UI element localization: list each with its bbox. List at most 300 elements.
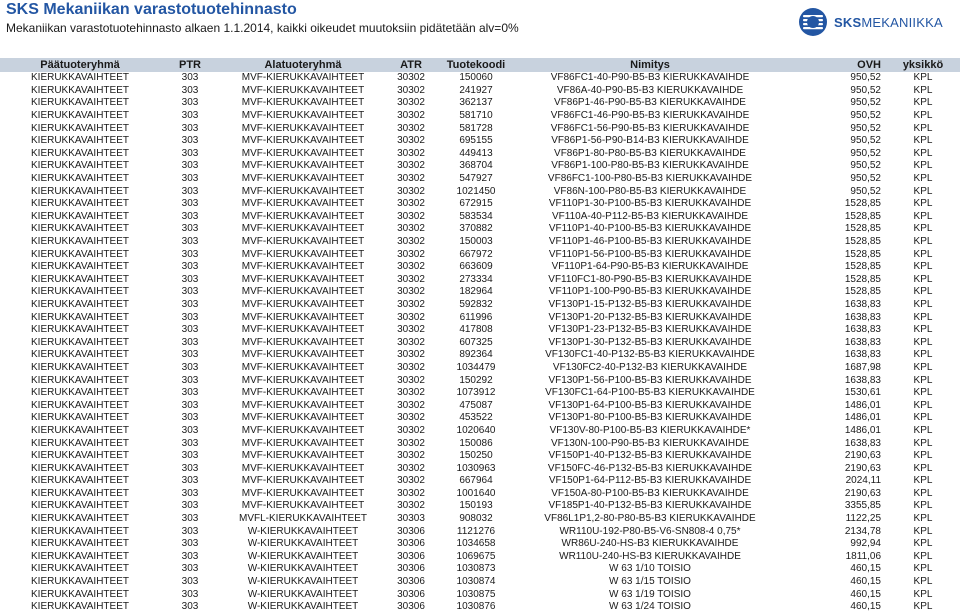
cell-price: 1687,98 — [784, 362, 886, 375]
cell-name: VF110P1-40-P100-B5-B3 KIERUKKAVAIHDE — [548, 223, 752, 235]
cell-main-group: KIERUKKAVAIHTEET — [31, 298, 129, 310]
cell-ptr: 303 — [181, 273, 199, 285]
cell-sub-group: W-KIERUKKAVAIHTEET — [220, 563, 386, 576]
cell-atr: 30306 — [386, 588, 436, 601]
sks-logo-icon — [798, 7, 828, 37]
table-row — [0, 588, 960, 601]
cell-sub-group: MVF-KIERUKKAVAIHTEET — [241, 424, 365, 436]
cell-product-code: 908032 — [436, 513, 516, 526]
cell-atr: 30302 — [397, 475, 425, 487]
cell-name: VF110FC1-80-P90-B5-B3 KIERUKKAVAIHDE — [548, 273, 752, 285]
cell-product-code: 475087 — [459, 399, 493, 411]
cell-unit: KPL — [913, 298, 933, 310]
cell-ptr: 303 — [160, 261, 220, 274]
cell-atr: 30302 — [397, 173, 425, 185]
cell-ptr: 303 — [181, 525, 199, 537]
cell-atr: 30302 — [386, 336, 436, 349]
cell-price: 1638,83 — [784, 336, 886, 349]
cell-name: VF86P1-80-P80-B5-B3 KIERUKKAVAIHDE — [554, 147, 746, 159]
cell-price: 1486,01 — [844, 399, 881, 411]
table-row — [0, 362, 960, 375]
cell-main-group: KIERUKKAVAIHTEET — [0, 538, 160, 551]
cell-name: W 63 1/15 TOISIO — [609, 576, 691, 588]
cell-ptr: 303 — [181, 500, 199, 512]
cell-main-group: KIERUKKAVAIHTEET — [31, 450, 129, 462]
cell-name: VF110P1-56-P100-B5-B3 KIERUKKAVAIHDE — [548, 248, 752, 260]
cell-unit: KPL — [913, 349, 933, 361]
cell-sub-group: MVF-KIERUKKAVAIHTEET — [220, 135, 386, 148]
cell-atr: 30302 — [397, 147, 425, 159]
cell-price: 1638,83 — [844, 349, 881, 361]
table-row — [0, 85, 960, 98]
cell-unit: KPL — [913, 550, 933, 562]
cell-ptr: 303 — [181, 223, 199, 235]
cell-price: 950,52 — [784, 110, 886, 123]
cell-main-group: KIERUKKAVAIHTEET — [31, 424, 129, 436]
cell-atr: 30302 — [386, 160, 436, 173]
cell-price: 950,52 — [850, 147, 881, 159]
cell-price: 950,52 — [784, 135, 886, 148]
cell-atr: 30302 — [386, 387, 436, 400]
table-row — [0, 185, 960, 198]
table-row — [0, 248, 960, 261]
cell-name: VF130P1-64-P100-B5-B3 KIERUKKAVAIHDE — [548, 399, 752, 411]
cell-name: W 63 1/24 TOISIO — [609, 601, 691, 613]
cell-sub-group: MVF-KIERUKKAVAIHTEET — [220, 85, 386, 98]
cell-ptr: 303 — [181, 72, 199, 84]
cell-name: VF130P1-20-P132-B5-B3 KIERUKKAVAIHDE — [516, 311, 784, 324]
sks-logo — [798, 6, 956, 38]
table-row — [0, 110, 960, 123]
cell-unit: KPL — [886, 211, 960, 224]
cell-name: VF130P1-30-P132-B5-B3 KIERUKKAVAIHDE — [516, 336, 784, 349]
cell-ptr: 303 — [181, 198, 199, 210]
table-row — [0, 488, 960, 501]
cell-ptr: 303 — [181, 475, 199, 487]
cell-name: VF130FC1-64-P100-B5-B3 KIERUKKAVAIHDE — [516, 387, 784, 400]
cell-price: 1528,85 — [784, 211, 886, 224]
cell-sub-group: MVF-KIERUKKAVAIHTEET — [241, 475, 365, 487]
cell-ptr: 303 — [160, 513, 220, 526]
cell-main-group: KIERUKKAVAIHTEET — [0, 185, 160, 198]
cell-ptr: 303 — [160, 236, 220, 249]
cell-product-code: 1021450 — [436, 185, 516, 198]
cell-ptr: 303 — [160, 135, 220, 148]
cell-price: 992,94 — [784, 538, 886, 551]
cell-atr: 30302 — [397, 97, 425, 109]
cell-ptr: 303 — [160, 211, 220, 224]
table-row — [0, 336, 960, 349]
cell-price: 950,52 — [850, 122, 881, 134]
cell-atr: 30302 — [397, 223, 425, 235]
cell-unit: KPL — [886, 588, 960, 601]
cell-sub-group: MVF-KIERUKKAVAIHTEET — [241, 450, 365, 462]
cell-unit: KPL — [886, 110, 960, 123]
cell-price: 1638,83 — [844, 298, 881, 310]
cell-product-code: 1073912 — [436, 387, 516, 400]
cell-unit: KPL — [913, 525, 933, 537]
cell-sub-group: MVF-KIERUKKAVAIHTEET — [220, 236, 386, 249]
col-header-main-group: Päätuoteryhmä — [40, 58, 120, 71]
cell-product-code: 273334 — [459, 273, 493, 285]
cell-name: VF110P1-64-P90-B5-B3 KIERUKKAVAIHDE — [516, 261, 784, 274]
cell-sub-group: MVF-KIERUKKAVAIHTEET — [220, 462, 386, 475]
cell-ptr: 303 — [181, 576, 199, 588]
cell-price: 460,15 — [784, 563, 886, 576]
table-row — [0, 311, 960, 324]
cell-sub-group: MVF-KIERUKKAVAIHTEET — [220, 336, 386, 349]
cell-name: VF86P1-100-P80-B5-B3 KIERUKKAVAIHDE — [516, 160, 784, 173]
cell-atr: 30302 — [386, 236, 436, 249]
table-row — [0, 500, 960, 513]
cell-unit: KPL — [886, 311, 960, 324]
cell-atr: 30302 — [397, 198, 425, 210]
cell-atr: 30302 — [397, 424, 425, 436]
cell-unit: KPL — [886, 85, 960, 98]
cell-unit: KPL — [913, 147, 933, 159]
cell-product-code: 1020640 — [456, 424, 496, 436]
table-row — [0, 525, 960, 538]
cell-price: 1638,83 — [844, 324, 881, 336]
cell-unit: KPL — [913, 450, 933, 462]
cell-main-group: KIERUKKAVAIHTEET — [0, 110, 160, 123]
cell-name: W 63 1/19 TOISIO — [516, 588, 784, 601]
cell-product-code: 695155 — [436, 135, 516, 148]
cell-name: VF130N-100-P90-B5-B3 KIERUKKAVAIHDE — [516, 437, 784, 450]
cell-main-group: KIERUKKAVAIHTEET — [0, 412, 160, 425]
cell-product-code: 241927 — [436, 85, 516, 98]
cell-name: VF110P1-46-P100-B5-B3 KIERUKKAVAIHDE — [516, 236, 784, 249]
cell-sub-group: MVF-KIERUKKAVAIHTEET — [241, 147, 365, 159]
cell-sub-group: W-KIERUKKAVAIHTEET — [247, 601, 359, 613]
cell-product-code: 417808 — [459, 324, 493, 336]
cell-ptr: 303 — [181, 122, 199, 134]
cell-sub-group: MVF-KIERUKKAVAIHTEET — [241, 374, 365, 386]
cell-main-group: KIERUKKAVAIHTEET — [0, 563, 160, 576]
cell-price: 1638,83 — [784, 437, 886, 450]
page-subtitle: Mekaniikan varastotuotehinnasto alkaen 1.1.2014, kaikki oikeudet muutoksiin pidätetään alv=0% — [6, 21, 519, 35]
cell-sub-group: MVF-KIERUKKAVAIHTEET — [241, 173, 365, 185]
cell-unit: KPL — [913, 399, 933, 411]
cell-main-group: KIERUKKAVAIHTEET — [31, 349, 129, 361]
cell-name: W 63 1/10 TOISIO — [516, 563, 784, 576]
cell-main-group: KIERUKKAVAIHTEET — [31, 173, 129, 185]
cell-price: 1528,85 — [844, 248, 881, 260]
price-table — [0, 58, 960, 614]
cell-price: 3355,85 — [844, 500, 881, 512]
cell-product-code: 583534 — [436, 211, 516, 224]
cell-main-group: KIERUKKAVAIHTEET — [31, 550, 129, 562]
cell-name: VF130P1-15-P132-B5-B3 KIERUKKAVAIHDE — [548, 298, 752, 310]
cell-sub-group: MVF-KIERUKKAVAIHTEET — [220, 185, 386, 198]
table-row — [0, 286, 960, 299]
cell-ptr: 303 — [160, 412, 220, 425]
cell-main-group: KIERUKKAVAIHTEET — [31, 273, 129, 285]
cell-unit: KPL — [886, 261, 960, 274]
table-row — [0, 576, 960, 589]
cell-name: VF150P1-64-P112-B5-B3 KIERUKKAVAIHDE — [548, 475, 752, 487]
cell-product-code: 667972 — [459, 248, 493, 260]
cell-product-code: 892364 — [459, 349, 493, 361]
table-row — [0, 475, 960, 488]
cell-ptr: 303 — [160, 488, 220, 501]
cell-sub-group: MVF-KIERUKKAVAIHTEET — [241, 223, 365, 235]
cell-atr: 30302 — [397, 298, 425, 310]
cell-sub-group: W-KIERUKKAVAIHTEET — [220, 538, 386, 551]
col-header-ptr: PTR — [179, 58, 201, 71]
cell-name: VF110P1-30-P100-B5-B3 KIERUKKAVAIHDE — [548, 198, 752, 210]
table-row — [0, 160, 960, 173]
cell-atr: 30303 — [386, 513, 436, 526]
cell-unit: KPL — [913, 248, 933, 260]
cell-sub-group: MVF-KIERUKKAVAIHTEET — [241, 273, 365, 285]
cell-price: 950,52 — [784, 160, 886, 173]
col-header-sub-group: Alatuoteryhmä — [264, 58, 342, 71]
table-row — [0, 349, 960, 362]
cell-atr: 30306 — [397, 550, 425, 562]
cell-ptr: 303 — [160, 286, 220, 299]
cell-ptr: 303 — [181, 248, 199, 260]
table-row — [0, 72, 960, 85]
table-row — [0, 412, 960, 425]
cell-product-code: 1121276 — [456, 525, 496, 537]
cell-sub-group: MVF-KIERUKKAVAIHTEET — [241, 198, 365, 210]
cell-price: 460,15 — [784, 588, 886, 601]
cell-sub-group: MVF-KIERUKKAVAIHTEET — [241, 500, 365, 512]
table-row — [0, 374, 960, 387]
cell-atr: 30306 — [386, 563, 436, 576]
cell-product-code: 150003 — [436, 236, 516, 249]
cell-atr: 30306 — [397, 576, 425, 588]
cell-name: VF150FC-46-P132-B5-B3 KIERUKKAVAIHDE — [516, 462, 784, 475]
col-header-product-code: Tuotekoodi — [446, 58, 506, 71]
cell-atr: 30302 — [386, 462, 436, 475]
cell-unit: KPL — [913, 576, 933, 588]
cell-unit: KPL — [886, 563, 960, 576]
table-row — [0, 513, 960, 526]
table-row — [0, 135, 960, 148]
cell-price: 460,15 — [850, 601, 881, 613]
cell-atr: 30306 — [397, 525, 425, 537]
cell-product-code: 1030875 — [436, 588, 516, 601]
cell-sub-group: W-KIERUKKAVAIHTEET — [247, 550, 359, 562]
table-row — [0, 173, 960, 186]
cell-main-group: KIERUKKAVAIHTEET — [0, 437, 160, 450]
cell-ptr: 303 — [181, 399, 199, 411]
cell-unit: KPL — [886, 538, 960, 551]
cell-product-code: 150193 — [459, 500, 493, 512]
cell-sub-group: MVF-KIERUKKAVAIHTEET — [220, 412, 386, 425]
cell-sub-group: MVF-KIERUKKAVAIHTEET — [220, 286, 386, 299]
cell-price: 2134,78 — [844, 525, 881, 537]
cell-atr: 30306 — [386, 538, 436, 551]
cell-ptr: 303 — [181, 450, 199, 462]
cell-unit: KPL — [913, 500, 933, 512]
table-row — [0, 601, 960, 614]
logo-text — [834, 15, 943, 30]
cell-product-code: 667964 — [459, 475, 493, 487]
cell-product-code: 611996 — [436, 311, 516, 324]
cell-unit: KPL — [886, 236, 960, 249]
cell-main-group: KIERUKKAVAIHTEET — [0, 211, 160, 224]
cell-ptr: 303 — [181, 173, 199, 185]
cell-price: 1528,85 — [784, 236, 886, 249]
table-body — [0, 72, 960, 614]
cell-ptr: 303 — [160, 311, 220, 324]
table-row — [0, 122, 960, 135]
cell-main-group: KIERUKKAVAIHTEET — [0, 311, 160, 324]
cell-main-group: KIERUKKAVAIHTEET — [31, 223, 129, 235]
page-title: SKS Mekaniikan varastotuotehinnasto — [6, 1, 297, 18]
cell-product-code: 150086 — [436, 437, 516, 450]
cell-unit: KPL — [913, 324, 933, 336]
cell-sub-group: MVF-KIERUKKAVAIHTEET — [220, 362, 386, 375]
cell-atr: 30302 — [386, 185, 436, 198]
cell-unit: KPL — [913, 424, 933, 436]
cell-atr: 30302 — [386, 261, 436, 274]
cell-product-code: 150292 — [459, 374, 493, 386]
cell-atr: 30306 — [397, 601, 425, 613]
cell-atr: 30302 — [397, 72, 425, 84]
cell-sub-group: MVF-KIERUKKAVAIHTEET — [220, 261, 386, 274]
cell-name: VF130FC2-40-P132-B3 KIERUKKAVAIHDE — [516, 362, 784, 375]
table-row — [0, 261, 960, 274]
cell-sub-group: MVF-KIERUKKAVAIHTEET — [241, 97, 365, 109]
cell-atr: 30302 — [386, 437, 436, 450]
cell-ptr: 303 — [181, 324, 199, 336]
cell-unit: KPL — [913, 122, 933, 134]
cell-main-group: KIERUKKAVAIHTEET — [31, 72, 129, 84]
cell-price: 1528,85 — [844, 273, 881, 285]
cell-ptr: 303 — [181, 601, 199, 613]
cell-unit: KPL — [886, 286, 960, 299]
cell-unit: KPL — [886, 513, 960, 526]
cell-price: 1486,01 — [844, 424, 881, 436]
cell-price: 950,52 — [784, 85, 886, 98]
cell-name: VF185P1-40-P132-B5-B3 KIERUKKAVAIHDE — [548, 500, 752, 512]
cell-price: 2190,63 — [784, 462, 886, 475]
cell-price: 460,15 — [850, 576, 881, 588]
cell-main-group: KIERUKKAVAIHTEET — [31, 324, 129, 336]
cell-product-code: 581728 — [459, 122, 493, 134]
cell-atr: 30302 — [397, 374, 425, 386]
cell-name: VF110P1-100-P90-B5-B3 KIERUKKAVAIHDE — [516, 286, 784, 299]
cell-atr: 30302 — [397, 248, 425, 260]
table-row — [0, 387, 960, 400]
col-header-name: Nimitys — [630, 58, 670, 71]
table-row — [0, 223, 960, 236]
cell-atr: 30302 — [397, 122, 425, 134]
table-row — [0, 551, 960, 564]
cell-main-group: KIERUKKAVAIHTEET — [0, 286, 160, 299]
cell-atr: 30302 — [386, 135, 436, 148]
cell-main-group: KIERUKKAVAIHTEET — [31, 198, 129, 210]
cell-price: 2190,63 — [784, 488, 886, 501]
table-row — [0, 299, 960, 312]
cell-main-group: KIERUKKAVAIHTEET — [31, 147, 129, 159]
table-header-row — [0, 58, 960, 72]
cell-sub-group: W-KIERUKKAVAIHTEET — [247, 525, 359, 537]
cell-price: 950,52 — [850, 72, 881, 84]
col-header-atr: ATR — [400, 58, 422, 71]
cell-sub-group: MVF-KIERUKKAVAIHTEET — [220, 387, 386, 400]
cell-product-code: 368704 — [436, 160, 516, 173]
cell-sub-group: MVF-KIERUKKAVAIHTEET — [241, 122, 365, 134]
cell-sub-group: MVF-KIERUKKAVAIHTEET — [220, 488, 386, 501]
cell-unit: KPL — [913, 198, 933, 210]
cell-product-code: 547927 — [459, 173, 493, 185]
cell-unit: KPL — [913, 374, 933, 386]
cell-unit: KPL — [886, 362, 960, 375]
cell-product-code: 1030963 — [436, 462, 516, 475]
cell-price: 1638,83 — [844, 374, 881, 386]
logo-text-thin: MEKANIIKKA — [861, 14, 943, 30]
cell-product-code: 150060 — [459, 72, 493, 84]
cell-ptr: 303 — [160, 85, 220, 98]
cell-main-group: KIERUKKAVAIHTEET — [0, 462, 160, 475]
cell-ptr: 303 — [160, 538, 220, 551]
cell-ptr: 303 — [160, 387, 220, 400]
cell-atr: 30302 — [397, 500, 425, 512]
cell-price: 1528,85 — [844, 223, 881, 235]
cell-main-group: KIERUKKAVAIHTEET — [31, 248, 129, 260]
cell-price: 1811,06 — [845, 550, 881, 562]
cell-ptr: 303 — [160, 563, 220, 576]
cell-product-code: 663609 — [436, 261, 516, 274]
cell-unit: KPL — [886, 462, 960, 475]
cell-atr: 30302 — [386, 311, 436, 324]
cell-main-group: KIERUKKAVAIHTEET — [0, 261, 160, 274]
table-row — [0, 462, 960, 475]
table-row — [0, 324, 960, 337]
cell-product-code: 1030874 — [456, 576, 496, 588]
cell-name: VF86A-40-P90-B5-B3 KIERUKKAVAIHDE — [516, 85, 784, 98]
cell-unit: KPL — [886, 412, 960, 425]
cell-ptr: 303 — [160, 160, 220, 173]
cell-main-group: KIERUKKAVAIHTEET — [0, 336, 160, 349]
cell-ptr: 303 — [160, 336, 220, 349]
cell-unit: KPL — [886, 135, 960, 148]
cell-unit: KPL — [886, 488, 960, 501]
cell-main-group: KIERUKKAVAIHTEET — [0, 488, 160, 501]
cell-product-code: 1069675 — [456, 550, 496, 562]
cell-sub-group: W-KIERUKKAVAIHTEET — [220, 588, 386, 601]
cell-product-code: 1034479 — [436, 362, 516, 375]
cell-main-group: KIERUKKAVAIHTEET — [31, 525, 129, 537]
cell-price: 1528,85 — [784, 286, 886, 299]
cell-ptr: 303 — [160, 110, 220, 123]
cell-sub-group: MVF-KIERUKKAVAIHTEET — [241, 399, 365, 411]
cell-sub-group: MVF-KIERUKKAVAIHTEET — [241, 324, 365, 336]
cell-name: VF86P1-56-P90-B14-B3 KIERUKKAVAIHDE — [516, 135, 784, 148]
cell-product-code: 1034658 — [436, 538, 516, 551]
cell-name: VF130P1-23-P132-B5-B3 KIERUKKAVAIHDE — [548, 324, 752, 336]
cell-ptr: 303 — [181, 147, 199, 159]
cell-main-group: KIERUKKAVAIHTEET — [0, 85, 160, 98]
cell-ptr: 303 — [181, 550, 199, 562]
cell-sub-group: MVF-KIERUKKAVAIHTEET — [241, 72, 365, 84]
cell-unit: KPL — [886, 185, 960, 198]
cell-name: VF130P1-80-P100-B5-B3 KIERUKKAVAIHDE — [516, 412, 784, 425]
cell-price: 1638,83 — [784, 311, 886, 324]
cell-unit: KPL — [913, 173, 933, 185]
table-row — [0, 211, 960, 224]
cell-sub-group: MVF-KIERUKKAVAIHTEET — [241, 298, 365, 310]
cell-main-group: KIERUKKAVAIHTEET — [31, 475, 129, 487]
cell-price: 2190,63 — [844, 450, 881, 462]
cell-name: VF86L1P1,2-80-P80-B5-B3 KIERUKKAVAIHDE — [516, 513, 784, 526]
cell-product-code: 592832 — [459, 298, 493, 310]
